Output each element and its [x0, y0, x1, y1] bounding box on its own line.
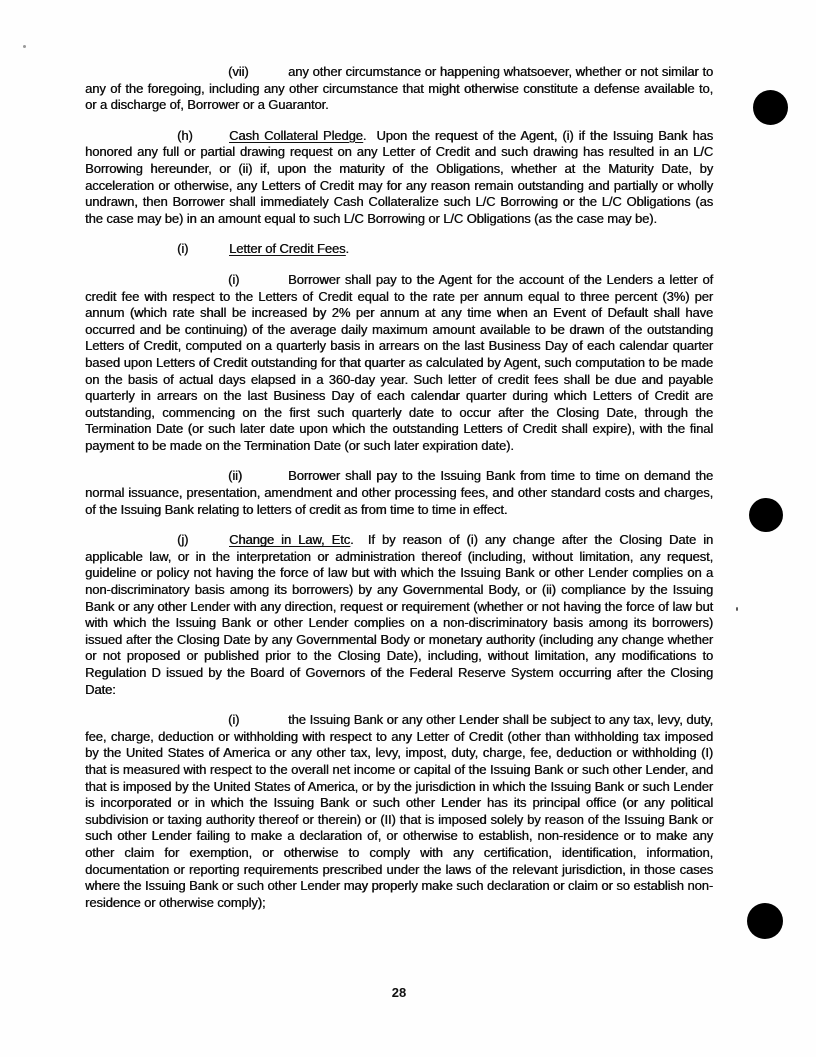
paragraph-j-label: (j): [177, 532, 189, 548]
hole-punch-dot-middle: [749, 498, 783, 532]
paragraph-vii-text: any other circumstance or happening whatsoever, whether or not similar to any of the foregoing, including any other circumstance that might otherwise constitute a defense available to, or a discharge of, Borrower or a Guarantor.: [85, 64, 713, 113]
paragraph-i-sub-i: [85, 272, 713, 455]
hole-punch-dot-top: [753, 90, 788, 125]
paragraph-h-text: . Upon the request of the Agent, (i) if the Issuing Bank has honored any full or partial drawing request on any Letter of Credit and such drawing has resulted in an L/C Borrowing hereunder, or (ii) if, upon the maturity of the Obligations, whether at the Maturity Date, by acceleration or otherwise, any Letters of Credit may for any reason remain outstanding and partially or wholly undrawn, then Borrower shall immediately Cash Collateralize such L/C Borrowing or the L/C Obligations (as the case may be) in an amount equal to such L/C Borrowing or L/C Obligations (as the case may be).: [85, 127, 713, 226]
paragraph-i-sub-ii-label: (ii): [228, 468, 243, 484]
hole-punch-dot-bottom: [747, 903, 783, 939]
paragraph-j-change-in-law: [85, 532, 713, 698]
paragraph-vii: [85, 64, 713, 114]
paragraph-h-cash-collateral-pledge: [85, 128, 713, 228]
paragraph-j-sub-i: [85, 712, 713, 911]
paragraph-vii-label: (vii): [228, 64, 249, 79]
paragraph-h-label: (h): [177, 127, 193, 143]
paragraph-j-sub-i-label: (i): [228, 712, 240, 728]
paragraph-i-sub-ii: [85, 468, 713, 518]
scan-speck: [736, 607, 738, 611]
paragraph-i-heading-period: .: [345, 241, 349, 257]
paragraph-i-sub-i-label: (i): [228, 271, 240, 287]
paragraph-i-label: (i): [177, 241, 189, 257]
paragraph-i-sub-ii-text: Borrower shall pay to the Issuing Bank from time to time on demand the normal issuance, presentation, amendment and other processing fees, and other standard costs and charges, of the Issuing Bank relating to letters of credit as from time to time in effect.: [85, 468, 713, 517]
paragraph-j-heading: Change in Law, Etc: [229, 532, 350, 548]
scan-speck: [23, 45, 26, 48]
page-number: 28: [391, 985, 407, 1000]
paragraph-j-text: . If by reason of (i) any change after the Closing Date in applicable law, or in the interpretation or administration thereof (including, without limitation, any request, guideline or policy not having the force of law but with which the Issuing Bank or other Lender complies on a non-discriminatory basis among its borrowers) by any Governmental Body, or (ii) compliance by the Issuing Bank or any other Lender with any direction, request or requirement (whether or not having the force of law but with which the Issuing Bank or other Lender complies on a non-discriminatory basis among its borrowers) issued after the Closing Date by any Governmental Body or monetary authority (including any change whether or not proposed or published prior to the Closing Date), including, without limitation, any modifications to Regulation D issued by the Board of Governors of the Federal Reserve System occurring after the Closing Date:: [85, 532, 713, 697]
paragraph-i-sub-i-text: Borrower shall pay to the Agent for the account of the Lenders a letter of credit fee with respect to the Letters of Credit equal to the rate per annum equal to three percent (3%) per annum (which rate shall be increased by 2% per annum at any time when an Event of Default shall have occurred and be continuing) of the average daily maximum amount available to be drawn of the outstanding Letters of Credit, computed on a quarterly basis in arrears on the last Business Day of each calendar quarter based upon Letters of Credit outstanding for that quarter as calculated by Agent, such computation to be made on the basis of actual days elapsed in a 360-day year. Such letter of credit fees shall be due and payable quarterly in arrears on the last Business Day of each calendar quarter during which Letters of Credit are outstanding, commencing on the first such quarterly date to occur after the Closing Date, through the Termination Date (or such later date upon which the outstanding Letters of Credit shall expire), with the final payment to be made on the Termination Date (or such later expiration date).: [85, 271, 713, 453]
paragraph-j-sub-i-text: the Issuing Bank or any other Lender shall be subject to any tax, levy, duty, fee, charge, deduction or withholding with respect to any Letter of Credit (other than withholding tax imposed by the United States of America or any other tax, levy, impost, duty, charge, fee, deduction or withholding (I) that is measured with respect to the overall net income or capital of the Issuing Bank or such other Lender, and that is imposed by the United States of America, or by the jurisdiction in which the Issuing Bank or such Lender is incorporated or in which the Issuing Bank or such other Lender has its principal office (or any political subdivision or taxing authority thereof or therein) or (II) that is imposed solely by reason of the Issuing Bank or such other Lender failing to make a declaration of, or otherwise to establish, non-residence or to make any other claim for exemption, or otherwise to comply with any certification, identification, information, documentation or reporting requirements prescribed under the laws of the relevant jurisdiction, in those cases where the Issuing Bank or such other Lender may properly make such declaration or claim or so establish non-residence or otherwise comply);: [85, 712, 713, 910]
paragraph-h-heading: Cash Collateral Pledge: [229, 127, 363, 143]
paragraph-i-heading: Letter of Credit Fees: [229, 241, 346, 257]
document-body: [85, 64, 713, 925]
paragraph-i-letter-of-credit-fees-heading: [85, 241, 713, 258]
